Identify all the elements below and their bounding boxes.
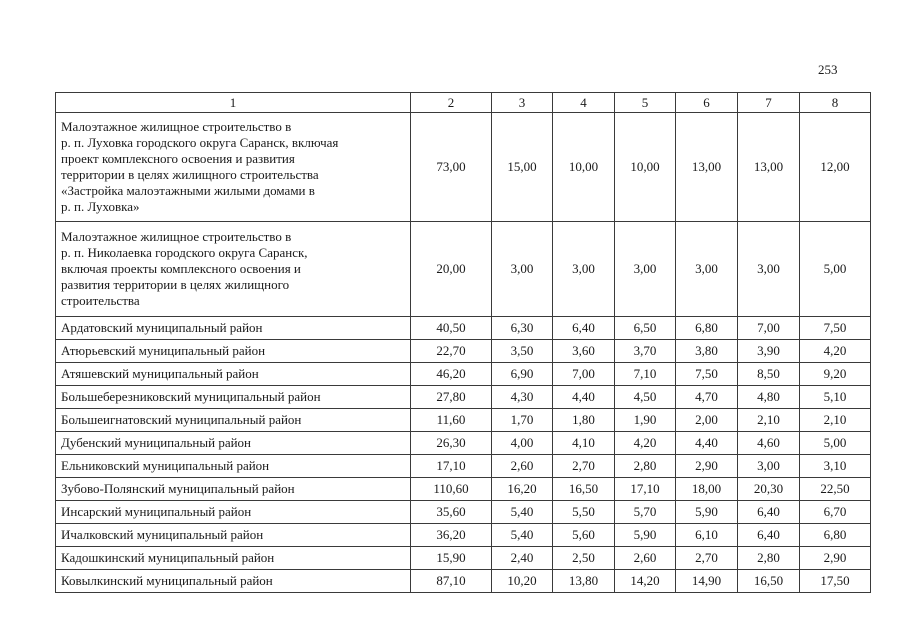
value-cell: 18,00	[676, 478, 738, 501]
row-name-cell	[56, 524, 411, 547]
row-name-text: Дубенский муниципальный район	[61, 435, 252, 450]
value-cell: 5,60	[553, 524, 615, 547]
value-cell: 7,50	[676, 363, 738, 386]
value-cell: 3,00	[676, 222, 738, 317]
value-cell: 2,90	[800, 547, 871, 570]
value-cell: 4,00	[492, 432, 553, 455]
value-cell: 22,50	[800, 478, 871, 501]
value-cell: 2,90	[676, 455, 738, 478]
value-cell: 11,60	[411, 409, 492, 432]
value-cell: 17,10	[411, 455, 492, 478]
value-cell: 40,50	[411, 317, 492, 340]
value-cell: 22,70	[411, 340, 492, 363]
value-cell: 4,20	[800, 340, 871, 363]
value-cell: 14,90	[676, 570, 738, 593]
value-cell: 110,60	[411, 478, 492, 501]
value-cell: 2,70	[553, 455, 615, 478]
value-cell: 5,10	[800, 386, 871, 409]
value-cell: 4,30	[492, 386, 553, 409]
table-row	[56, 455, 871, 478]
value-cell: 6,80	[676, 317, 738, 340]
value-cell: 6,40	[553, 317, 615, 340]
value-cell: 3,00	[553, 222, 615, 317]
value-cell: 4,80	[738, 386, 800, 409]
value-cell: 17,10	[615, 478, 676, 501]
row-name-cell	[56, 222, 411, 317]
row-name-text: Кадошкинский муниципальный район	[61, 550, 275, 565]
row-name-cell	[56, 363, 411, 386]
table-header-row	[56, 93, 871, 113]
value-cell: 2,80	[738, 547, 800, 570]
value-cell: 3,80	[676, 340, 738, 363]
value-cell: 2,10	[738, 409, 800, 432]
row-name-cell	[56, 570, 411, 593]
value-cell: 26,30	[411, 432, 492, 455]
table-row	[56, 386, 871, 409]
value-cell: 5,70	[615, 501, 676, 524]
value-cell: 5,40	[492, 524, 553, 547]
value-cell: 10,00	[615, 113, 676, 222]
value-cell: 2,10	[800, 409, 871, 432]
value-cell: 6,40	[738, 501, 800, 524]
value-cell: 3,10	[800, 455, 871, 478]
value-cell: 5,50	[553, 501, 615, 524]
value-cell: 3,90	[738, 340, 800, 363]
value-cell: 6,80	[800, 524, 871, 547]
value-cell: 9,20	[800, 363, 871, 386]
row-name-cell	[56, 113, 411, 222]
value-cell: 2,60	[492, 455, 553, 478]
value-cell: 6,30	[492, 317, 553, 340]
row-name-text: Зубово-Полянский муниципальный район	[61, 481, 295, 496]
value-cell: 12,00	[800, 113, 871, 222]
value-cell: 4,20	[615, 432, 676, 455]
value-cell: 5,00	[800, 432, 871, 455]
row-name-text: Атяшевский муниципальный район	[61, 366, 259, 381]
value-cell: 4,10	[553, 432, 615, 455]
table-row	[56, 222, 871, 317]
value-cell: 5,40	[492, 501, 553, 524]
value-cell: 4,60	[738, 432, 800, 455]
row-name-cell	[56, 478, 411, 501]
value-cell: 1,80	[553, 409, 615, 432]
table-row	[56, 432, 871, 455]
value-cell: 5,90	[615, 524, 676, 547]
value-cell: 3,60	[553, 340, 615, 363]
column-number-header: 3	[492, 93, 553, 113]
column-number-header: 8	[800, 93, 871, 113]
value-cell: 27,80	[411, 386, 492, 409]
table-row	[56, 317, 871, 340]
value-cell: 8,50	[738, 363, 800, 386]
row-name-cell	[56, 547, 411, 570]
value-cell: 13,80	[553, 570, 615, 593]
value-cell: 16,50	[553, 478, 615, 501]
value-cell: 3,00	[615, 222, 676, 317]
row-name-text: Ельниковский муниципальный район	[61, 458, 270, 473]
value-cell: 15,00	[492, 113, 553, 222]
value-cell: 4,70	[676, 386, 738, 409]
value-cell: 6,90	[492, 363, 553, 386]
value-cell: 13,00	[676, 113, 738, 222]
value-cell: 35,60	[411, 501, 492, 524]
value-cell: 3,50	[492, 340, 553, 363]
value-cell: 6,40	[738, 524, 800, 547]
row-name-cell	[56, 340, 411, 363]
value-cell: 5,00	[800, 222, 871, 317]
value-cell: 20,00	[411, 222, 492, 317]
row-name-text: Ардатовский муниципальный район	[61, 320, 263, 335]
value-cell: 15,90	[411, 547, 492, 570]
value-cell: 1,70	[492, 409, 553, 432]
value-cell: 10,20	[492, 570, 553, 593]
value-cell: 2,40	[492, 547, 553, 570]
table-row	[56, 113, 871, 222]
value-cell: 17,50	[800, 570, 871, 593]
row-name-cell	[56, 386, 411, 409]
value-cell: 4,50	[615, 386, 676, 409]
value-cell: 1,90	[615, 409, 676, 432]
value-cell: 7,50	[800, 317, 871, 340]
value-cell: 2,50	[553, 547, 615, 570]
row-name-cell	[56, 432, 411, 455]
value-cell: 2,60	[615, 547, 676, 570]
table-row	[56, 570, 871, 593]
row-name-cell	[56, 501, 411, 524]
table-row	[56, 409, 871, 432]
value-cell: 7,00	[553, 363, 615, 386]
value-cell: 2,00	[676, 409, 738, 432]
value-cell: 3,00	[738, 222, 800, 317]
value-cell: 3,00	[492, 222, 553, 317]
value-cell: 4,40	[676, 432, 738, 455]
value-cell: 2,70	[676, 547, 738, 570]
column-number-header: 2	[411, 93, 492, 113]
value-cell: 20,30	[738, 478, 800, 501]
row-name-text: Малоэтажное жилищное строительство в р. п. Николаевка городского округа Саранск, включая проекты комплексного освоения и развития территории в целях жилищного строительства	[61, 229, 308, 308]
value-cell: 7,10	[615, 363, 676, 386]
row-name-text: Инсарский муниципальный район	[61, 504, 252, 519]
value-cell: 3,00	[738, 455, 800, 478]
column-number-header: 5	[615, 93, 676, 113]
value-cell: 5,90	[676, 501, 738, 524]
value-cell: 6,10	[676, 524, 738, 547]
value-cell: 7,00	[738, 317, 800, 340]
value-cell: 36,20	[411, 524, 492, 547]
column-number-header: 7	[738, 93, 800, 113]
table-row	[56, 478, 871, 501]
value-cell: 73,00	[411, 113, 492, 222]
column-number-header: 1	[56, 93, 411, 113]
value-cell: 3,70	[615, 340, 676, 363]
value-cell: 87,10	[411, 570, 492, 593]
row-name-text: Ковылкинский муниципальный район	[61, 573, 273, 588]
value-cell: 46,20	[411, 363, 492, 386]
value-cell: 6,50	[615, 317, 676, 340]
table-row	[56, 501, 871, 524]
value-cell: 2,80	[615, 455, 676, 478]
row-name-cell	[56, 317, 411, 340]
table-row	[56, 340, 871, 363]
row-name-text: Большеберезниковский муниципальный район	[61, 389, 321, 404]
row-name-text: Ичалковский муниципальный район	[61, 527, 264, 542]
value-cell: 16,20	[492, 478, 553, 501]
value-cell: 13,00	[738, 113, 800, 222]
table-row	[56, 524, 871, 547]
value-cell: 4,40	[553, 386, 615, 409]
page-number: 253	[818, 62, 838, 77]
value-cell: 14,20	[615, 570, 676, 593]
value-cell: 6,70	[800, 501, 871, 524]
column-number-header: 6	[676, 93, 738, 113]
column-number-header: 4	[553, 93, 615, 113]
table-row	[56, 363, 871, 386]
value-cell: 10,00	[553, 113, 615, 222]
row-name-text: Малоэтажное жилищное строительство в р. п. Луховка городского округа Саранск, включая проект комплексного освоения и развития территории в целях жилищного строительства «Застройка малоэтажными жилыми домами в р. п. Луховка»	[61, 119, 339, 214]
row-name-cell	[56, 455, 411, 478]
table-row	[56, 547, 871, 570]
row-name-cell	[56, 409, 411, 432]
row-name-text: Большеигнатовский муниципальный район	[61, 412, 302, 427]
data-table	[55, 92, 871, 593]
value-cell: 16,50	[738, 570, 800, 593]
row-name-text: Атюрьевский муниципальный район	[61, 343, 266, 358]
